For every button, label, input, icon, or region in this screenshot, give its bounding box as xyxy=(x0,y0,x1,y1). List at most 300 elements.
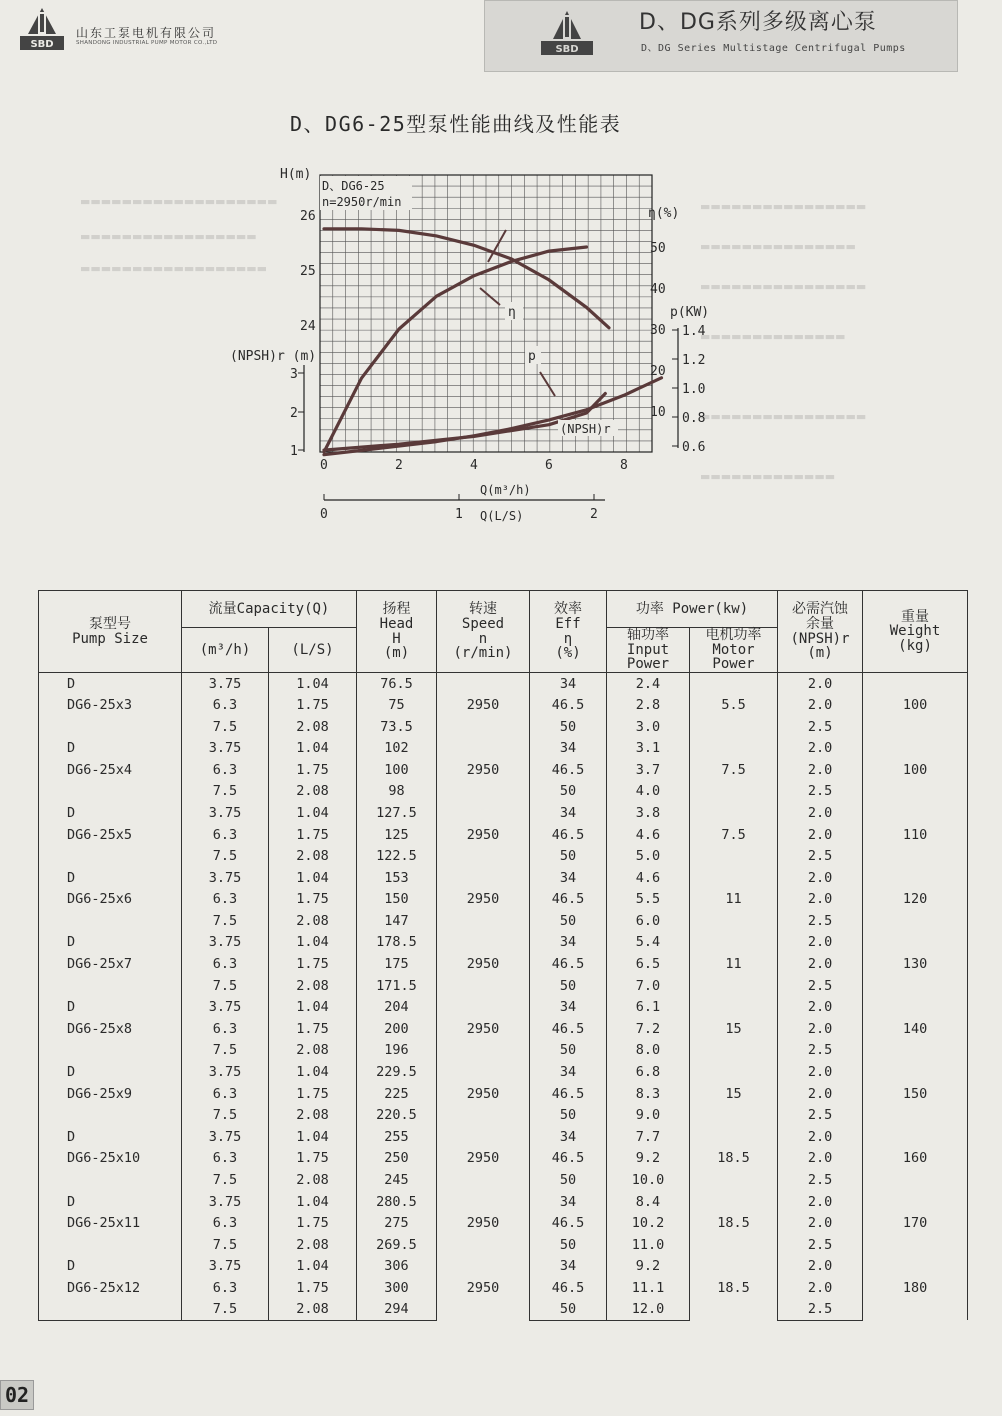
cell-shaft-power: 8.4 xyxy=(607,1191,690,1213)
cell-npsh: 2.0 xyxy=(778,867,863,889)
table-row xyxy=(39,1256,968,1278)
col-pump-en: Pump Size xyxy=(72,630,148,647)
cell-shaft-power: 5.5 xyxy=(607,889,690,911)
cell-npsh: 2.0 xyxy=(778,824,863,846)
table-row xyxy=(39,932,968,954)
pump-model-prefix: D xyxy=(39,1256,182,1278)
cell-capacity-ls: 2.08 xyxy=(269,910,357,932)
col-cap-m3h: (m³/h) xyxy=(182,628,269,673)
col-head-en: Head xyxy=(379,615,414,632)
cell-capacity-ls: 1.75 xyxy=(269,953,357,975)
cell-capacity-ls: 1.04 xyxy=(269,1126,357,1148)
cell-eff: 46.5 xyxy=(530,1018,607,1040)
performance-table xyxy=(38,590,968,1321)
cell-head: 225 xyxy=(357,1083,437,1105)
cell-eff: 50 xyxy=(530,1040,607,1062)
cell-eff: 34 xyxy=(530,802,607,824)
cell-eff: 50 xyxy=(530,716,607,738)
cell-capacity-m3h: 7.5 xyxy=(182,845,269,867)
cell-npsh: 2.0 xyxy=(778,1126,863,1148)
cell-motor-power: 7.5 xyxy=(690,737,778,802)
performance-chart xyxy=(230,160,730,530)
cell-shaft-power: 8.0 xyxy=(607,1040,690,1062)
h-axis-label: H(m) xyxy=(280,167,312,182)
cell-weight: 100 xyxy=(863,737,968,802)
col-speed-sym: n xyxy=(478,630,488,647)
x-tick-label: 4 xyxy=(470,458,478,473)
cell-eff: 46.5 xyxy=(530,1212,607,1234)
cell-capacity-m3h: 7.5 xyxy=(182,1104,269,1126)
cell-shaft-power: 5.4 xyxy=(607,932,690,954)
cell-npsh: 2.5 xyxy=(778,781,863,803)
cell-head: 178.5 xyxy=(357,932,437,954)
cell-capacity-m3h: 6.3 xyxy=(182,1212,269,1234)
cell-speed: 2950 xyxy=(437,996,530,1061)
cell-shaft-power: 4.0 xyxy=(607,781,690,803)
eff-axis-label: η(%) xyxy=(648,206,680,221)
cell-capacity-m3h: 3.75 xyxy=(182,673,269,695)
cell-head: 147 xyxy=(357,910,437,932)
cell-motor-power: 11 xyxy=(690,932,778,997)
cell-speed: 2950 xyxy=(437,932,530,997)
table-row xyxy=(39,1126,968,1148)
cell-motor-power: 5.5 xyxy=(690,673,778,738)
cell-capacity-m3h: 3.75 xyxy=(182,737,269,759)
cell-capacity-ls: 1.75 xyxy=(269,1018,357,1040)
cell-npsh: 2.0 xyxy=(778,1018,863,1040)
power-tick-label: 0.8 xyxy=(682,411,706,426)
cell-capacity-ls: 2.08 xyxy=(269,1299,357,1321)
cell-motor-power: 18.5 xyxy=(690,1126,778,1191)
npsh-tick-label: 3 xyxy=(290,367,298,382)
series-logo-text: SBD xyxy=(555,44,579,55)
tick-layer xyxy=(290,209,706,522)
company-logo xyxy=(18,6,238,54)
pump-model-prefix: D xyxy=(39,996,182,1018)
power-axis-label: p(KW) xyxy=(670,305,710,320)
cell-weight: 120 xyxy=(863,867,968,932)
col-motor-cn: 电机功率 xyxy=(705,627,762,643)
cell-capacity-m3h: 6.3 xyxy=(182,1018,269,1040)
cell-npsh: 2.0 xyxy=(778,694,863,716)
pump-model-prefix xyxy=(39,716,182,738)
cell-npsh: 2.5 xyxy=(778,1299,863,1321)
pump-model-prefix: D xyxy=(39,737,182,759)
cell-eff: 46.5 xyxy=(530,1083,607,1105)
cell-eff: 50 xyxy=(530,1104,607,1126)
model-label: D、DG6-25 xyxy=(322,179,385,193)
table-row xyxy=(39,996,968,1018)
cell-capacity-m3h: 3.75 xyxy=(182,867,269,889)
col-head-cn: 扬程 xyxy=(382,601,411,618)
cell-capacity-m3h: 3.75 xyxy=(182,1256,269,1278)
col-speed xyxy=(437,591,530,673)
cell-capacity-m3h: 3.75 xyxy=(182,1191,269,1213)
cell-eff: 50 xyxy=(530,1169,607,1191)
col-weight-unit: (kg) xyxy=(898,637,932,654)
cell-shaft-power: 10.2 xyxy=(607,1212,690,1234)
pump-model-prefix xyxy=(39,1169,182,1191)
cell-eff: 34 xyxy=(530,932,607,954)
cell-capacity-ls: 2.08 xyxy=(269,716,357,738)
pump-model-prefix: D xyxy=(39,1126,182,1148)
cell-npsh: 2.0 xyxy=(778,953,863,975)
pump-model-prefix xyxy=(39,1299,182,1321)
cell-eff: 46.5 xyxy=(530,824,607,846)
cell-npsh: 2.0 xyxy=(778,673,863,695)
power-tick-label: 1.0 xyxy=(682,382,706,397)
cell-capacity-ls: 1.04 xyxy=(269,867,357,889)
cell-shaft-power: 4.6 xyxy=(607,824,690,846)
cell-speed: 2950 xyxy=(437,1256,530,1321)
h-tick-label: 25 xyxy=(300,264,316,279)
col-head-sym: H xyxy=(392,630,401,647)
series-subtitle: D、DG Series Multistage Centrifugal Pumps xyxy=(641,43,906,54)
x-tick-label: 6 xyxy=(545,458,553,473)
cell-head: 196 xyxy=(357,1040,437,1062)
cell-capacity-ls: 1.75 xyxy=(269,759,357,781)
cell-npsh: 2.5 xyxy=(778,1169,863,1191)
col-head-unit: (m) xyxy=(383,645,410,662)
sbd-logo-icon xyxy=(539,9,595,57)
cell-npsh: 2.5 xyxy=(778,716,863,738)
cell-shaft-power: 2.8 xyxy=(607,694,690,716)
series-banner xyxy=(484,0,958,72)
cell-weight: 100 xyxy=(863,673,968,738)
series-title: D、DG系列多级离心泵 xyxy=(639,10,877,35)
cell-capacity-ls: 1.04 xyxy=(269,996,357,1018)
cell-head: 175 xyxy=(357,953,437,975)
col-motor-power xyxy=(690,628,778,673)
cell-eff: 50 xyxy=(530,975,607,997)
pump-model-name: DG6-25x9 xyxy=(39,1083,182,1105)
cell-shaft-power: 9.2 xyxy=(607,1148,690,1170)
cell-capacity-ls: 1.75 xyxy=(269,889,357,911)
cell-npsh: 2.0 xyxy=(778,1148,863,1170)
power-tick-label: 1.4 xyxy=(682,324,706,339)
eff-tick-label: 30 xyxy=(650,323,666,338)
cell-eff: 34 xyxy=(530,1191,607,1213)
cell-shaft-power: 5.0 xyxy=(607,845,690,867)
pump-model-name: DG6-25x5 xyxy=(39,824,182,846)
col-capacity: 流量Capacity(Q) xyxy=(182,591,357,628)
cell-eff: 50 xyxy=(530,1299,607,1321)
cell-eff: 34 xyxy=(530,737,607,759)
pump-model-prefix: D xyxy=(39,673,182,695)
cell-npsh: 2.0 xyxy=(778,996,863,1018)
cell-weight: 160 xyxy=(863,1126,968,1191)
pump-model-prefix: D xyxy=(39,867,182,889)
cell-npsh: 2.5 xyxy=(778,1104,863,1126)
npsh-tick-label: 1 xyxy=(290,444,298,459)
col-head xyxy=(357,591,437,673)
cell-shaft-power: 9.2 xyxy=(607,1256,690,1278)
cell-head: 275 xyxy=(357,1212,437,1234)
eff-tick-label: 50 xyxy=(650,241,666,256)
cell-capacity-m3h: 7.5 xyxy=(182,1169,269,1191)
cell-head: 245 xyxy=(357,1169,437,1191)
cell-head: 229.5 xyxy=(357,1061,437,1083)
cell-eff: 46.5 xyxy=(530,1277,607,1299)
pump-model-prefix xyxy=(39,1040,182,1062)
cell-head: 171.5 xyxy=(357,975,437,997)
cell-eff: 46.5 xyxy=(530,889,607,911)
cell-shaft-power: 9.0 xyxy=(607,1104,690,1126)
cell-head: 122.5 xyxy=(357,845,437,867)
col-eff-en: Eff xyxy=(555,615,581,632)
cell-npsh: 2.5 xyxy=(778,845,863,867)
cell-shaft-power: 3.7 xyxy=(607,759,690,781)
cell-weight: 170 xyxy=(863,1191,968,1256)
cell-shaft-power: 7.2 xyxy=(607,1018,690,1040)
cell-weight: 130 xyxy=(863,932,968,997)
pump-model-name: DG6-25x4 xyxy=(39,759,182,781)
cell-shaft-power: 7.0 xyxy=(607,975,690,997)
cell-head: 127.5 xyxy=(357,802,437,824)
pump-model-prefix: D xyxy=(39,1061,182,1083)
col-speed-cn: 转速 xyxy=(469,601,497,618)
cell-capacity-m3h: 3.75 xyxy=(182,1126,269,1148)
col-npsh-sym: (NPSH)r xyxy=(790,630,850,647)
cell-weight: 140 xyxy=(863,996,968,1061)
col-power: 功率 Power(kw) xyxy=(607,591,778,628)
cell-capacity-ls: 1.04 xyxy=(269,673,357,695)
pump-model-prefix: D xyxy=(39,1191,182,1213)
cell-capacity-ls: 1.04 xyxy=(269,1256,357,1278)
cell-capacity-m3h: 7.5 xyxy=(182,1234,269,1256)
cell-shaft-power: 6.0 xyxy=(607,910,690,932)
cell-eff: 46.5 xyxy=(530,1148,607,1170)
cell-shaft-power: 10.0 xyxy=(607,1169,690,1191)
cell-head: 294 xyxy=(357,1299,437,1321)
col-eff-cn: 效率 xyxy=(554,601,582,618)
cell-capacity-m3h: 3.75 xyxy=(182,1061,269,1083)
cell-shaft-power: 3.0 xyxy=(607,716,690,738)
cell-head: 73.5 xyxy=(357,716,437,738)
cell-capacity-ls: 1.75 xyxy=(269,1212,357,1234)
cell-capacity-ls: 1.04 xyxy=(269,1191,357,1213)
cell-motor-power: 15 xyxy=(690,996,778,1061)
table-row xyxy=(39,867,968,889)
pump-model-name: DG6-25x7 xyxy=(39,953,182,975)
cell-speed: 2950 xyxy=(437,1126,530,1191)
col-shaft-power xyxy=(607,628,690,673)
cell-eff: 50 xyxy=(530,845,607,867)
cell-motor-power: 11 xyxy=(690,867,778,932)
cell-head: 280.5 xyxy=(357,1191,437,1213)
cell-head: 150 xyxy=(357,889,437,911)
cell-capacity-m3h: 7.5 xyxy=(182,716,269,738)
cell-eff: 46.5 xyxy=(530,953,607,975)
table-row xyxy=(39,737,968,759)
col-npsh-cn1: 必需汽蚀 xyxy=(792,601,849,618)
eff-tick-label: 10 xyxy=(650,405,666,420)
page-number: 02 xyxy=(0,1380,34,1410)
cell-npsh: 2.5 xyxy=(778,1234,863,1256)
cell-capacity-ls: 2.08 xyxy=(269,1104,357,1126)
cell-shaft-power: 6.8 xyxy=(607,1061,690,1083)
x-tick-label: 2 xyxy=(395,458,403,473)
cell-head: 300 xyxy=(357,1277,437,1299)
cell-npsh: 2.0 xyxy=(778,1256,863,1278)
pump-model-prefix xyxy=(39,1104,182,1126)
cell-capacity-ls: 1.75 xyxy=(269,1277,357,1299)
col-motor-en: Motor Power xyxy=(712,641,755,673)
cell-shaft-power: 12.0 xyxy=(607,1299,690,1321)
col-shaft-en: Input Power xyxy=(626,641,670,673)
pump-model-name: DG6-25x6 xyxy=(39,889,182,911)
cell-eff: 34 xyxy=(530,673,607,695)
page-title: D、DG6-25型泵性能曲线及性能表 xyxy=(290,112,622,136)
company-name-cn: 山东工泵电机有限公司 xyxy=(76,26,217,40)
cell-head: 204 xyxy=(357,996,437,1018)
cell-capacity-m3h: 3.75 xyxy=(182,996,269,1018)
cell-capacity-m3h: 6.3 xyxy=(182,1083,269,1105)
h-tick-label: 24 xyxy=(300,319,316,334)
cell-head: 200 xyxy=(357,1018,437,1040)
table-body xyxy=(39,673,968,1321)
pump-model-prefix xyxy=(39,910,182,932)
cell-capacity-ls: 2.08 xyxy=(269,781,357,803)
col-speed-en: Speed xyxy=(461,615,505,632)
table-row xyxy=(39,802,968,824)
cell-head: 102 xyxy=(357,737,437,759)
cell-capacity-ls: 1.04 xyxy=(269,802,357,824)
cell-npsh: 2.5 xyxy=(778,975,863,997)
cell-head: 255 xyxy=(357,1126,437,1148)
cell-capacity-ls: 2.08 xyxy=(269,1169,357,1191)
cell-capacity-ls: 1.04 xyxy=(269,1061,357,1083)
cell-shaft-power: 11.0 xyxy=(607,1234,690,1256)
cell-eff: 34 xyxy=(530,1256,607,1278)
cell-shaft-power: 7.7 xyxy=(607,1126,690,1148)
table-row xyxy=(39,1061,968,1083)
cell-capacity-m3h: 7.5 xyxy=(182,1040,269,1062)
npsh-curve-label: (NPSH)r xyxy=(560,422,611,436)
eff-curve-label: η xyxy=(508,305,516,320)
cell-eff: 34 xyxy=(530,996,607,1018)
cell-head: 269.5 xyxy=(357,1234,437,1256)
cell-capacity-m3h: 6.3 xyxy=(182,824,269,846)
cell-capacity-ls: 1.04 xyxy=(269,737,357,759)
cell-head: 98 xyxy=(357,781,437,803)
cell-head: 220.5 xyxy=(357,1104,437,1126)
cell-capacity-ls: 1.75 xyxy=(269,824,357,846)
cell-shaft-power: 6.1 xyxy=(607,996,690,1018)
col-eff-unit: (%) xyxy=(555,645,581,662)
cell-speed: 2950 xyxy=(437,1191,530,1256)
pump-model-prefix xyxy=(39,845,182,867)
cell-head: 125 xyxy=(357,824,437,846)
col-eff xyxy=(530,591,607,673)
cell-npsh: 2.0 xyxy=(778,1277,863,1299)
cell-shaft-power: 3.1 xyxy=(607,737,690,759)
cell-shaft-power: 6.5 xyxy=(607,953,690,975)
cell-capacity-ls: 2.08 xyxy=(269,845,357,867)
cell-npsh: 2.5 xyxy=(778,910,863,932)
col-pump-cn: 泵型号 xyxy=(89,615,131,632)
eff-tick-label: 40 xyxy=(650,282,666,297)
cell-eff: 46.5 xyxy=(530,694,607,716)
cell-shaft-power: 8.3 xyxy=(607,1083,690,1105)
logo-text: SBD xyxy=(30,39,54,50)
table-row xyxy=(39,1191,968,1213)
col-speed-unit: (r/min) xyxy=(453,645,513,662)
pump-model-name: DG6-25x10 xyxy=(39,1148,182,1170)
cell-capacity-ls: 1.75 xyxy=(269,1148,357,1170)
cell-npsh: 2.0 xyxy=(778,1191,863,1213)
cell-weight: 180 xyxy=(863,1256,968,1321)
sbd-logo-icon xyxy=(18,6,66,52)
pump-model-name: DG6-25x12 xyxy=(39,1277,182,1299)
col-weight xyxy=(863,591,968,673)
cell-capacity-ls: 1.75 xyxy=(269,1083,357,1105)
cell-eff: 50 xyxy=(530,1234,607,1256)
cell-capacity-ls: 2.08 xyxy=(269,975,357,997)
cell-capacity-ls: 1.75 xyxy=(269,694,357,716)
cell-npsh: 2.0 xyxy=(778,759,863,781)
pump-model-prefix: D xyxy=(39,802,182,824)
col-npsh-cn2: 余量 xyxy=(806,615,835,632)
cell-speed: 2950 xyxy=(437,802,530,867)
cell-npsh: 2.5 xyxy=(778,1040,863,1062)
cell-shaft-power: 2.4 xyxy=(607,673,690,695)
pump-model-name: DG6-25x8 xyxy=(39,1018,182,1040)
cell-npsh: 2.0 xyxy=(778,802,863,824)
cell-shaft-power: 3.8 xyxy=(607,802,690,824)
cell-capacity-m3h: 7.5 xyxy=(182,910,269,932)
cell-head: 306 xyxy=(357,1256,437,1278)
series-line xyxy=(324,378,662,455)
pump-model-name: DG6-25x11 xyxy=(39,1212,182,1234)
cell-capacity-m3h: 6.3 xyxy=(182,953,269,975)
x-axis-label: Q(m³/h) xyxy=(480,483,531,497)
cell-capacity-m3h: 6.3 xyxy=(182,1277,269,1299)
cell-shaft-power: 11.1 xyxy=(607,1277,690,1299)
cell-capacity-m3h: 7.5 xyxy=(182,781,269,803)
cell-speed: 2950 xyxy=(437,867,530,932)
cell-head: 75 xyxy=(357,694,437,716)
cell-npsh: 2.0 xyxy=(778,932,863,954)
cell-eff: 46.5 xyxy=(530,759,607,781)
cell-capacity-m3h: 3.75 xyxy=(182,932,269,954)
h-tick-label: 26 xyxy=(300,209,316,224)
power-curve-label: p xyxy=(528,349,536,364)
cell-shaft-power: 4.6 xyxy=(607,867,690,889)
x2-tick-label: 2 xyxy=(590,507,598,522)
col-weight-en: Weight xyxy=(889,623,941,640)
cell-npsh: 2.0 xyxy=(778,1083,863,1105)
eff-pointer-line xyxy=(480,288,500,305)
cell-head: 153 xyxy=(357,867,437,889)
eff-tick-label: 20 xyxy=(650,364,666,379)
col-eff-sym: η xyxy=(563,630,573,647)
col-shaft-cn: 轴功率 xyxy=(627,627,669,643)
pump-model-prefix: D xyxy=(39,932,182,954)
cell-npsh: 2.0 xyxy=(778,737,863,759)
cell-capacity-m3h: 6.3 xyxy=(182,1148,269,1170)
cell-eff: 34 xyxy=(530,1061,607,1083)
speed-label: n=2950r/min xyxy=(322,195,402,209)
table-row xyxy=(39,673,968,695)
x-tick-label: 0 xyxy=(320,458,328,473)
cell-npsh: 2.0 xyxy=(778,889,863,911)
cell-motor-power: 18.5 xyxy=(690,1256,778,1321)
npsh-axis-label: (NPSH)r (m) xyxy=(230,349,317,364)
x-tick-label: 8 xyxy=(620,458,628,473)
npsh-tick-label: 2 xyxy=(290,406,298,421)
cell-npsh: 2.0 xyxy=(778,1212,863,1234)
